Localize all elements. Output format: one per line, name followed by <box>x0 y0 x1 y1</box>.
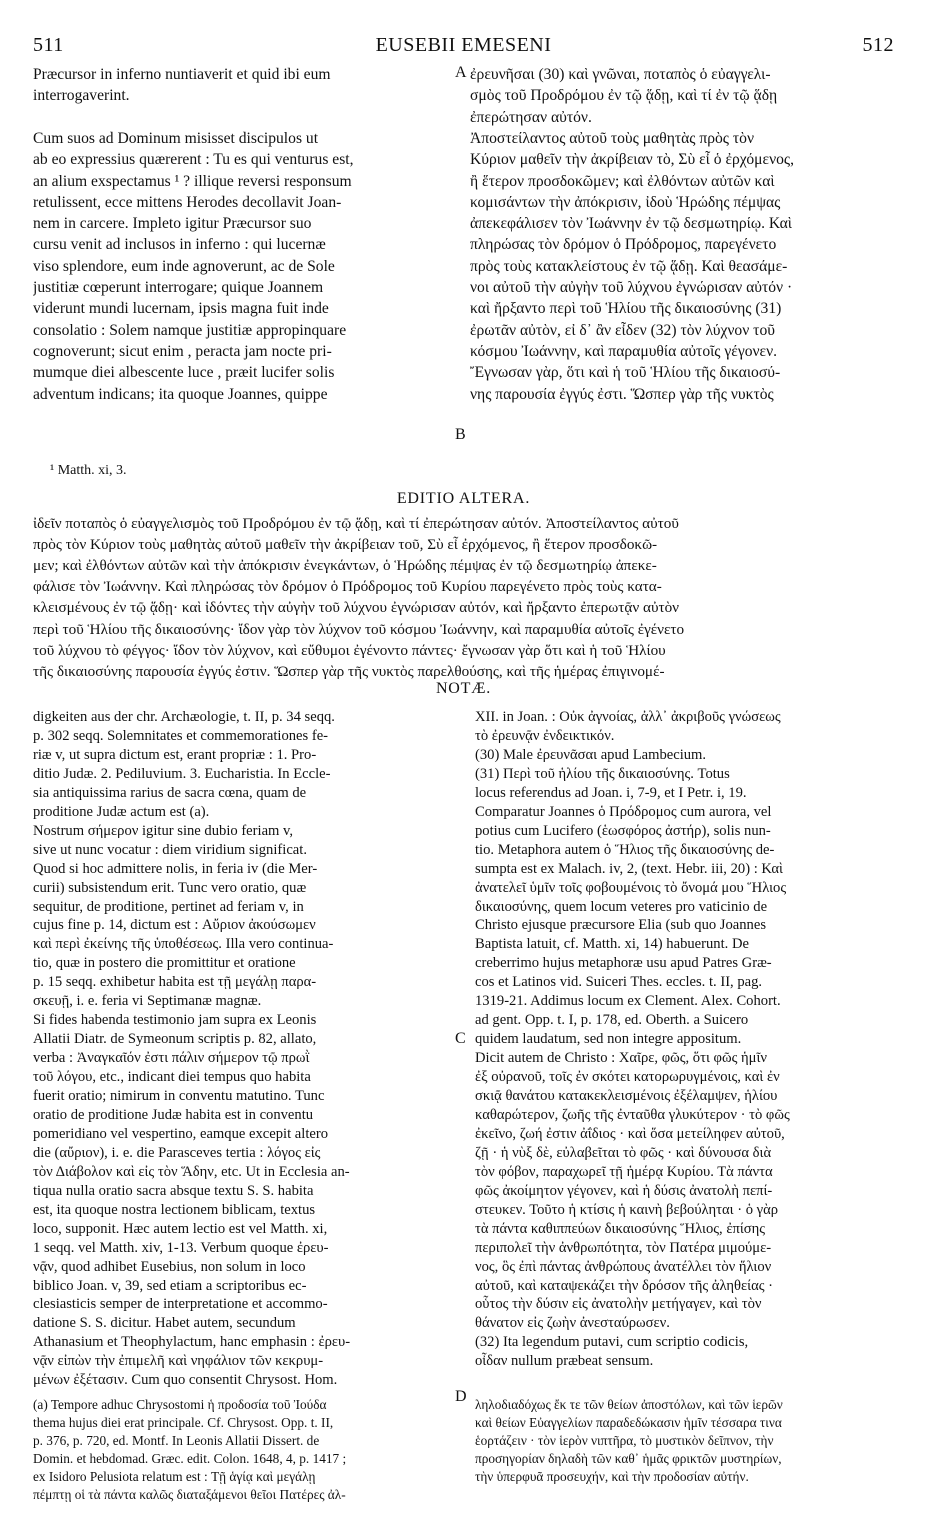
note-line: οὗτος τὴν δύσιν εἰς ἀνατολὴν μετήγαγεν, καὶ τὸν <box>475 1296 762 1313</box>
latin-text-line: nem in carcere. Impleto igitur Præcursor suo <box>33 215 312 233</box>
latin-text-line: Cum suos ad Dominum misisset discipulos ut <box>33 129 319 147</box>
editio-text-line: φάλισε τὸν Ἰωάννην. Καὶ πληρώσας τὸν δρόμον ὁ Πρόδρομος τοῦ Κυρίου παρεγένετο πρὸς τοὺς κατα- <box>33 578 662 596</box>
note-line: στευκεν. Τοῦτο ἡ κτίσις ἡ καινὴ βεβούληται · ὁ γὰρ <box>475 1201 779 1218</box>
bottom-note-line: (a) Tempore adhuc Chrysostomi ἡ προδοσία τοῦ Ἰούδα <box>33 1397 327 1412</box>
note-line: verba : Ἀναγκαῖόν ἐστι πάλιν σήμερον τῷ πρωῒ <box>33 1050 310 1067</box>
bottom-note-line: καὶ θείων Εὐαγγελίων παραδεδώκασιν ἡμῖν τέσσαρα τινα <box>475 1415 782 1430</box>
bottom-note-line: πέμπτῃ οἱ τὰ πάντα καλῶς διαταξάμενοι θεῖοι Πατέρες ἀλ- <box>33 1487 346 1502</box>
greek-text-line: ἀπεκεφάλισεν τὸν Ἰωάννην ἐν τῷ δεσμωτηρίῳ. Καὶ <box>470 215 792 233</box>
note-line: ad gent. Opp. t. I, p. 178, ed. Oberth. a Suicero <box>475 1012 749 1029</box>
note-line: sumpta est ex Malach. iv, 2, (text. Hebr. iii, 20) : Καὶ <box>475 860 783 877</box>
note-line: Nostrum σήμερον igitur sine dubio feriam v, <box>33 822 294 839</box>
note-line: biblico Joan. v, 39, sed etiam a scriptoribus ec- <box>33 1277 307 1294</box>
note-line: ἐξ οὐρανοῦ, τοῖς ἐν σκότει κατορωρυγμένοις, καὶ ἐν <box>475 1069 780 1086</box>
margin-letter-b: B <box>455 426 466 443</box>
note-line: die (αὔριον), i. e. die Parasceves tertia : λόγος εἰς <box>33 1144 321 1161</box>
note-line: ditio Judæ. 2. Pediluvium. 3. Eucharistia. In Eccle- <box>33 765 331 782</box>
greek-text-line: πληρώσας τὸν δρόμον ὁ Πρόδρομος, παρεγένετο <box>470 236 777 254</box>
note-line: oratio de proditione Judæ habita est in conventu <box>33 1106 314 1123</box>
bottom-note-line: προσηγορίαν δηλαδὴ τῶν καθ᾽ ἡμᾶς φρικτῶν μυστηρίων, <box>475 1451 782 1466</box>
note-line: μένων ἐξέτασιν. Cum quo consentit Chrysost. Hom. <box>33 1372 338 1389</box>
margin-letter-c: C <box>455 1030 466 1047</box>
bottom-note-line: thema hujus diei erat principale. Cf. Chrysost. Opp. t. II, <box>33 1415 334 1430</box>
note-line: Baptista latuit, cf. Matth. xi, 14) habuerunt. De <box>475 936 749 953</box>
note-line: potius cum Lucifero (ἑωσφόρος ἀστήρ), solis nun- <box>475 822 771 839</box>
greek-text-line: ἢ ἕτερον προσδοκῶμεν; καὶ ἐλθόντων αὐτῶν καὶ <box>470 172 775 190</box>
latin-text-line: mumque diei albescente luce , præit lucifer solis <box>33 364 335 382</box>
note-line: proditione Judæ actum est (a). <box>33 803 210 820</box>
note-line: θάνατον εἰς ζωὴν ἀνεσταύρωσεν. <box>475 1315 670 1332</box>
greek-text-line: ἐρωτᾶν αὐτὸν, εἰ δ᾽ ἂν εἶδεν (32) τὸν λύχνον τοῦ <box>470 321 775 339</box>
note-line: locus referendus ad Joan. i, 7-9, et I Petr. i, 19. <box>475 784 747 801</box>
note-line: riæ v, ut supra dictum est, erant propriæ : 1. Pro- <box>33 746 317 763</box>
note-line: cujus fine p. 14, dictum est : Αὔριον ἀκούσωμεν <box>33 917 316 934</box>
note-line: tio. Metaphora autem ὁ Ἥλιος τῆς δικαιοσύνης de- <box>475 841 775 858</box>
greek-text-line: Κύριον μαθεῖν τὴν ἀκρίβειαν τὸ, Σὺ εἶ ὁ ἐρχόμενος, <box>470 151 794 169</box>
note-line: est, ita quoque nostra lectionem biblicam, textus <box>33 1201 316 1218</box>
editio-altera-heading: EDITIO ALTERA. <box>396 490 531 507</box>
bottom-note-line: Domin. et hebdomad. Græc. edit. Colon. 1648, 4, p. 1417 ; <box>33 1451 347 1466</box>
note-line: νος, ὃς ἐπὶ πάντας ἀνθρώπους ἀνατέλλει τὸν ἥλιον <box>475 1258 772 1275</box>
editio-text-line: ἰδεῖν ποταπὸς ὁ εὐαγγελισμὸς τοῦ Προδρόμου ἐν τῷ ᾅδῃ, καὶ τί ἐπερώτησαν αὐτόν. Ἀποστείλαντος αὐτοῦ <box>33 515 679 532</box>
note-line: ἀνατελεῖ ὑμῖν τοῖς φοβουμένοις τὸ ὄνομά μου Ἥλιος <box>475 879 787 896</box>
note-line: Comparatur Joannes ὁ Πρόδρομος cum aurora, vel <box>475 803 772 820</box>
bottom-note-line: ex Isidoro Pelusiota relatum est : Τῇ ἁγίᾳ καὶ μεγάλῃ <box>33 1469 316 1484</box>
greek-text-line: σμὸς τοῦ Προδρόμου ἐν τῷ ᾅδῃ, καὶ τί ἐν τῷ ᾅδῃ <box>470 87 778 105</box>
bottom-note-line: ληλοδιαδόχως ἔκ τε τῶν θείων ἀποστόλων, καὶ τῶν ἱερῶν <box>475 1397 783 1412</box>
note-line: pomeridiano vel vespertino, eamque excepit altero <box>33 1125 329 1142</box>
note-line: νᾷν εἰπὼν τὴν ἐπιμελῆ καὶ νηφάλιον τῶν κεκρυμ- <box>33 1353 324 1370</box>
latin-text-line: ab eo expressius quærerent : Tu es qui venturus est, <box>33 151 354 169</box>
page-number-left: 511 <box>33 34 64 56</box>
note-line: clesiasticis semper de interpretatione et accommo- <box>33 1296 328 1313</box>
latin-text-line: consolatio : Solem namque justitiæ appropinquare <box>33 321 347 339</box>
greek-text-line: κόσμου Ἰωάννην, καὶ παραμυθία αὐτοῖς γέγονεν. <box>470 342 778 360</box>
editio-text-line: περὶ τοῦ Ἡλίου τῆς δικαιοσύνης· ἴδον γὰρ τὸν λύχνον τοῦ κόσμου Ἰωάννην, καὶ παραμυθία αὐτοῖς ἐγένετο <box>33 620 685 638</box>
greek-text-line: ἐπερώτησαν αὐτόν. <box>470 108 592 126</box>
note-line: φῶς ἀκοίμητον γέγονεν, καὶ ἡ δύσις ἀνατολὴ πεπί- <box>475 1182 773 1199</box>
note-line: ἐκεῖνο, ζωή ἐστιν ἀΐδιος · καὶ ὅσα μετείληφεν αὐτοῦ, <box>475 1125 785 1142</box>
note-line: p. 15 seqq. exhibetur habita est τῇ μεγάλῃ παρα- <box>33 974 317 991</box>
note-line: quidem laudatum, sed non integre appositum. <box>475 1031 742 1048</box>
note-line: loco, supponit. Hæc autem lectio est vel Matth. xi, <box>33 1220 328 1237</box>
note-line: Christo ejusque præcursore Elia (sub quo Joannes <box>475 917 767 934</box>
note-line: sia antiquissima rarius de sacra cœna, quam de <box>33 784 307 801</box>
editio-text-line: τοῦ λύχνου τὸ φέγγος· ἴδον τὸν λύχνον, καὶ εὔθυμοι ἐγένοντο πάντες· ἔγνωσαν γὰρ ὅτι καὶ ἡ τοῦ Ἡλίου <box>33 641 666 659</box>
note-line: σκιᾷ θανάτου κατακεκλεισμένοις ἐξέλαμψεν, ἡλίου <box>475 1088 778 1104</box>
note-line: οἶδαν nullum præbeat sensum. <box>475 1353 654 1370</box>
note-line: XII. in Joan. : Οὐκ ἀγνοίας, ἀλλ᾽ ἀκριβοῦς γνώσεως <box>475 709 781 725</box>
latin-text-line: Præcursor in inferno nuntiaverit et quid ibi eum <box>33 66 331 83</box>
greek-text-line: νης παρουσία ἐγγύς ἐστι. Ὥσπερ γὰρ τῆς νυκτὸς <box>470 385 774 403</box>
note-line: sequitur, de proditione, pertinet ad feriam v, in <box>33 898 304 915</box>
note-line: creberrimo hujus metaphoræ usu apud Patres Græ- <box>475 955 772 972</box>
note-line: τὸν Διάβολον καὶ εἰς τὸν Ἅδην, etc. Ut in Ecclesia an- <box>33 1163 350 1180</box>
greek-text-line: ἐρευνῆσαι (30) καὶ γνῶναι, ποταπὸς ὁ εὐαγγελι- <box>470 66 771 83</box>
latin-text-line: cursu venit ad inclusos in inferno : qui lucernæ <box>33 236 326 254</box>
running-title: EUSEBII EMESENI <box>375 34 552 56</box>
note-line: cos et Latinos vid. Suiceri Thes. eccles. t. II, pag. <box>475 974 763 991</box>
note-line: tio, quæ in postero die promittitur et oratione <box>33 955 296 972</box>
note-line: 1 seqq. vel Matth. xiv, 1-13. Verbum quoque ἐρευ- <box>33 1239 329 1256</box>
note-line: digkeiten aus der chr. Archæologie, t. II, p. 34 seqq. <box>33 709 335 725</box>
note-line: αὐτοῦ, καὶ καταψεκάζει τὴν δρόσον τῆς ἀληθείας · <box>475 1277 774 1294</box>
greek-text-line: πρὸς τοὺς κατακλείστους ἐν τῷ ᾅδῃ. Καὶ θεασάμε- <box>470 257 788 275</box>
editio-text-line: κλεισμένους ἐν τῷ ᾅδῃ· καὶ ἰδόντες τὴν αὐγὴν τοῦ λύχνου ἐγνώρισαν αὐτόν, καὶ ἤρξαντο ἐπερωτᾷν αὐτὸν <box>33 599 680 617</box>
bottom-note-line: p. 376, p. 720, ed. Montf. In Leonis Allatii Dissert. de <box>33 1433 320 1448</box>
note-line: (31) Περὶ τοῦ ἡλίου τῆς δικαιοσύνης. Totus <box>475 765 730 782</box>
note-line: curii) subsistendum erit. Tunc vero oratio, quæ <box>33 879 307 896</box>
note-line: καθαρώτερον, ζωῆς τῆς ἐνταῦθα γλυκύτερον · τὸ φῶς <box>475 1106 790 1123</box>
editio-text-line: πρὸς τὸν Κύριον τοὺς μαθητὰς αὐτοῦ μαθεῖν τὴν ἀκρίβειαν τοῦ, Σὺ εἶ ἐρχόμενος, ἢ ἕτερον προσδοκῶ- <box>33 536 658 554</box>
note-line: νᾷν, quod adhibet Eusebius, non solum in loco <box>33 1258 306 1275</box>
note-line: (32) Ita legendum putavi, cum scriptio codicis, <box>475 1334 749 1351</box>
note-line: sive ut nunc vocatur : diem viridium significat. <box>33 841 307 858</box>
editio-text-line: τῆς δικαιοσύνης παρουσία ἐγγύς ἐστιν. Ὥσπερ γὰρ τῆς νυκτὸς παρελθούσης, καὶ τῆς ἡμέρας ἐπιγινομέ- <box>33 662 665 680</box>
latin-text-line: retulissent, ecce mittens Herodes decollavit Joan- <box>33 193 342 211</box>
notae-heading: NOTÆ. <box>435 680 492 697</box>
bottom-note-line: τὴν ὑπερφυᾶ προσευχήν, καὶ τὴν προδοσίαν αὐτήν. <box>475 1469 749 1484</box>
margin-letter-d: D <box>455 1388 467 1405</box>
note-line: καὶ περὶ ἐκείνης τῆς ὑποθέσεως. Illa vero continua- <box>33 936 334 953</box>
note-line: περιπολεῖ τὴν ἀνθρωπότητα, τὸν Πατέρα μιμούμε- <box>475 1239 772 1256</box>
note-line: (30) Male ἐρευνᾶσαι apud Lambecium. <box>475 746 707 763</box>
note-line: τοῦ λόγου, etc., indicant diei tempus quo habita <box>33 1069 311 1086</box>
latin-text-line: viderunt mundi lucernam, ipsis magna fuit inde <box>33 300 329 318</box>
note-line: 1319-21. Addimus locum ex Clement. Alex. Cohort. <box>475 993 781 1010</box>
greek-text-line: κομισάντων τὴν ἀπόκρισιν, ἰδοὺ Ἡρώδης πέμψας <box>470 193 781 211</box>
greek-text-line: Ἔγνωσαν γὰρ, ὅτι καὶ ἡ τοῦ Ἡλίου τῆς δικαιοσύ- <box>470 364 781 382</box>
note-line: ζῇ · ἡ νὺξ δὲ, εὐλαβεῖται τὸ φῶς · καὶ δύνουσα διὰ <box>475 1144 772 1161</box>
note-line: τὰ πάντα καθιππεύων δικαιοσύνης Ἥλιος, ἐπίσης <box>475 1220 766 1237</box>
note-line: Athanasium et Theophylactum, hanc emphasin : ἐρευ- <box>33 1334 351 1351</box>
latin-text-line: interrogaverint. <box>33 87 130 105</box>
latin-text-line: viso splendore, eum inde agnoverunt, ac de Sole <box>33 257 335 275</box>
note-line: fuerit oratio; nimirum in conventu matutino. Tunc <box>33 1088 325 1104</box>
note-line: tiqua nulla oratio sacra absque textu S. S. habita <box>33 1182 314 1199</box>
note-line: Si fides habenda testimonio jam supra ex Leonis <box>33 1012 317 1029</box>
note-line: τὸ ἐρευνᾷν ἐνδεικτικόν. <box>475 727 615 744</box>
latin-text-line: justitiæ cœperunt interrogare; quique Joannem <box>33 279 324 296</box>
greek-text-line: νοι αὐτοῦ τὴν αὐγὴν τοῦ λύχνου ἐγνώρισαν αὐτόν · <box>470 279 793 296</box>
footnote: ¹ Matth. xi, 3. <box>50 463 127 478</box>
note-line: datione S. S. dicitur. Habet autem, secundum <box>33 1315 296 1332</box>
page-number-right: 512 <box>862 34 894 56</box>
latin-text-line: an alium exspectamus ¹ ? illique reversi responsum <box>33 172 352 190</box>
note-line: p. 302 seqq. Solemnitates et commemorationes fe- <box>33 727 329 744</box>
editio-text-line: μεν; καὶ ἐλθόντων αὐτῶν καὶ τὴν ἀπόκρισιν ἐνεγκάντων, ὁ Ἡρώδης πέμψας ἐν τῷ δεσμωτηρίῳ ἀπεκε- <box>33 557 657 575</box>
note-line: δικαιοσύνης, quem locum veteres pro vaticinio de <box>475 898 768 915</box>
note-line: Allatii Diatr. de Symeonum scriptis p. 82, allato, <box>33 1031 317 1048</box>
note-line: Dicit autem de Christo : Χαῖρε, φῶς, ὅτι φῶς ἡμῖν <box>475 1050 767 1067</box>
note-line: Quod si hoc admittere nolis, in feria iv (die Mer- <box>33 860 318 877</box>
note-line: τὸν φόβον, παραχωρεῖ τῇ ἡμέρᾳ Κυρίου. Τὰ πάντα <box>475 1163 773 1180</box>
latin-text-line: cognoverunt; sicut enim , peracta jam nocte pri- <box>33 342 332 360</box>
greek-text-line: Ἀποστείλαντος αὐτοῦ τοὺς μαθητὰς πρὸς τὸν <box>470 129 754 147</box>
note-line: σκευῇ, i. e. feria vi Septimanæ magnæ. <box>33 993 262 1010</box>
bottom-note-line: ἑορτάζειν · τὸν ἱερὸν νιπτῆρα, τὸ μυστικὸν δεῖπνον, τὴν <box>475 1433 774 1448</box>
margin-letter-a: A <box>455 64 467 81</box>
latin-text-line: adventum indicans; ita quoque Joannes, quippe <box>33 385 328 403</box>
greek-text-line: καὶ ἤρξαντο περὶ τοῦ Ἡλίου τῆς δικαιοσύνης (31) <box>470 300 782 318</box>
